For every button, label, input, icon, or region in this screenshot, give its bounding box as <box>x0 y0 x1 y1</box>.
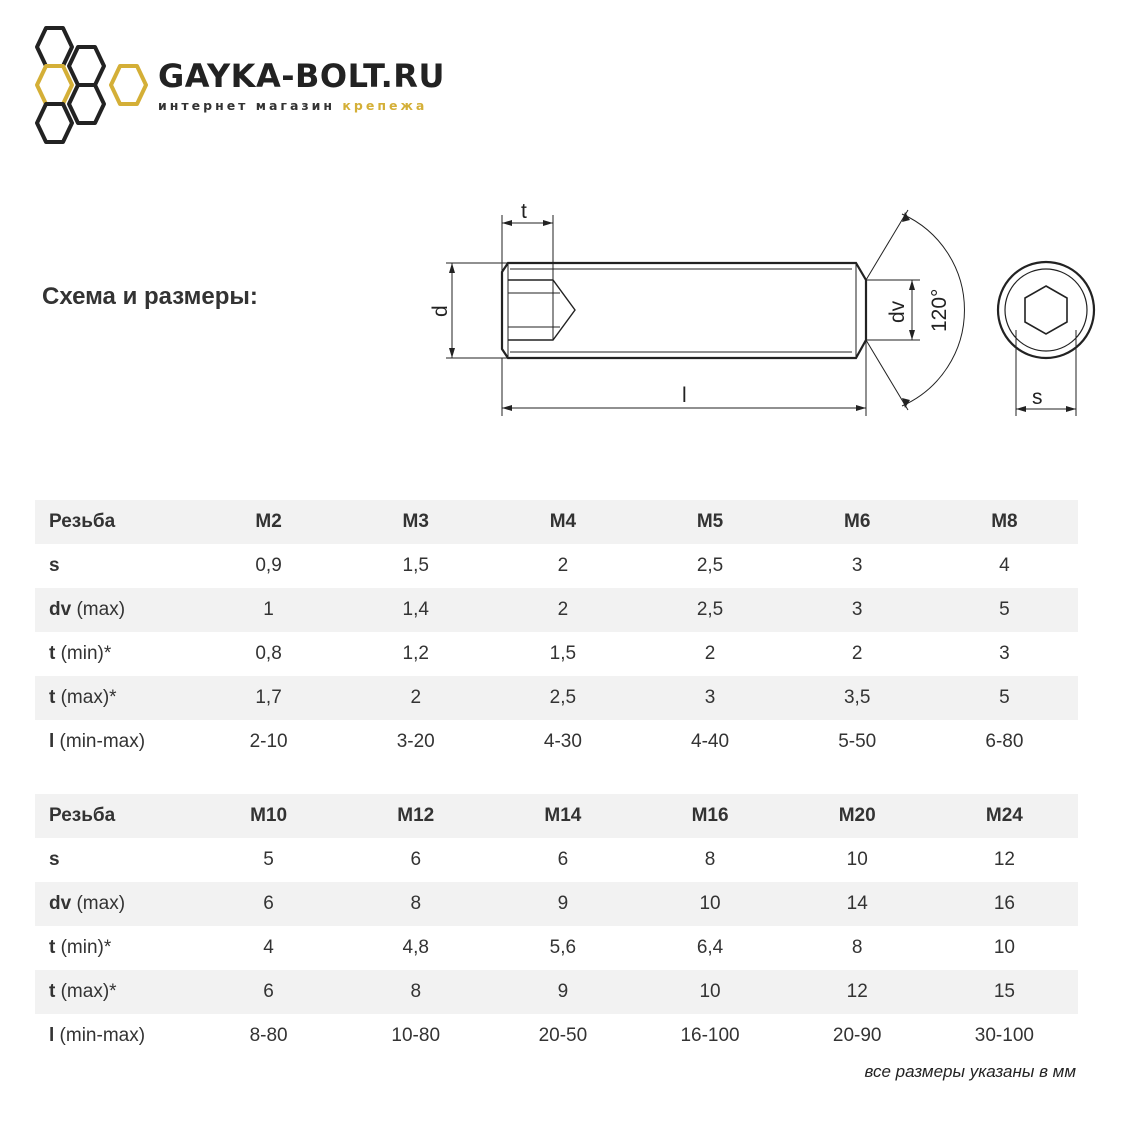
table-cell: 3-20 <box>396 731 435 752</box>
logo-hexagon <box>111 66 146 104</box>
table-row <box>35 720 1078 764</box>
row-label <box>35 882 195 926</box>
table-cell: 5-50 <box>838 731 877 752</box>
table-cell: 1 <box>263 599 274 620</box>
table-cell: 2,5 <box>549 687 577 708</box>
table-cell: 2 <box>704 643 716 664</box>
arrow-head <box>449 348 455 358</box>
logo-hexagon <box>37 28 72 66</box>
table-cell: 5 <box>999 599 1010 620</box>
table-cell: 3 <box>851 599 863 620</box>
label-d: d <box>429 305 452 317</box>
header-cell: M20 <box>838 805 876 826</box>
table-row <box>35 544 1078 588</box>
row-label <box>35 720 195 764</box>
param-qualifier: (max)* <box>55 981 117 1002</box>
table-cell: 2,5 <box>696 555 724 576</box>
table-cell: 2 <box>557 599 569 620</box>
header-cell: M12 <box>397 805 435 826</box>
extension-line <box>866 340 908 410</box>
param-qualifier: (max) <box>71 599 126 620</box>
table-cell: 14 <box>846 893 868 914</box>
table-cell: 10-80 <box>391 1025 441 1046</box>
row-label <box>35 676 195 720</box>
table-cell: 3 <box>704 687 716 708</box>
table-cell: 8 <box>410 981 422 1002</box>
label-s: s <box>1032 386 1043 409</box>
arrow-head <box>502 405 512 411</box>
table-cell: 2 <box>557 555 569 576</box>
table-cell: 9 <box>557 893 569 914</box>
header-cell: M2 <box>255 511 282 532</box>
logo-hexagon <box>69 85 104 123</box>
brand-tagline <box>158 98 445 113</box>
header-cell: M8 <box>991 511 1018 532</box>
header-cell-thread: Резьба <box>49 805 116 826</box>
table-row <box>35 632 1078 676</box>
logo-hexagon <box>37 104 72 142</box>
header-cell: M3 <box>402 511 429 532</box>
table-cell: 4,8 <box>402 937 429 958</box>
screw-body-outline <box>502 263 866 358</box>
table-cell: 3 <box>851 555 863 576</box>
header-cell: M16 <box>691 805 729 826</box>
row-label <box>35 838 195 882</box>
logo-hexagon <box>69 47 104 85</box>
table-cell: 10 <box>993 937 1015 958</box>
param-qualifier: (min)* <box>55 643 112 664</box>
end-view-inner-circle <box>1005 269 1087 351</box>
dimensions-table-m10-m24 <box>35 794 1078 1058</box>
dimensions-table-m2-m8 <box>35 500 1078 764</box>
table-cell: 6-80 <box>985 731 1024 752</box>
table-cell: 12 <box>846 981 868 1002</box>
param-symbol: l <box>49 731 55 752</box>
table-cell: 1,2 <box>402 643 429 664</box>
table-row <box>35 676 1078 720</box>
brand-tagline-accent: крепежа <box>342 98 428 113</box>
end-view-outer-circle <box>998 262 1094 358</box>
table-cell: 0,9 <box>255 555 282 576</box>
row-label <box>35 1014 195 1058</box>
table-cell: 3 <box>999 643 1010 664</box>
table-cell: 5,6 <box>549 937 577 958</box>
table-cell: 1,7 <box>255 687 282 708</box>
table-cell: 20-50 <box>538 1025 588 1046</box>
arrow-head <box>1016 406 1026 412</box>
param-symbol: t <box>49 937 56 958</box>
table-cell: 20-90 <box>832 1025 882 1046</box>
table-cell: 9 <box>557 981 569 1002</box>
row-label <box>35 970 195 1014</box>
table-row <box>35 588 1078 632</box>
table-cell: 1,5 <box>549 643 577 664</box>
param-symbol: s <box>49 555 60 576</box>
table-cell: 4-40 <box>691 731 730 752</box>
set-screw-drawing <box>420 190 1110 430</box>
table-row <box>35 970 1078 1014</box>
table-cell: 4 <box>263 937 274 958</box>
param-symbol: dv <box>49 893 72 914</box>
header-cell: M14 <box>544 805 582 826</box>
table-cell: 2,5 <box>696 599 724 620</box>
param-qualifier: (max)* <box>55 687 117 708</box>
table-cell: 6 <box>557 849 569 870</box>
brand-name-main: GAYKA-BOLT <box>158 57 381 95</box>
section-title: Схема и размеры: <box>42 283 258 310</box>
table-cell: 12 <box>993 849 1015 870</box>
extension-line <box>866 210 908 280</box>
label-t: t <box>521 200 527 223</box>
arrow-head <box>856 405 866 411</box>
table-cell: 16-100 <box>680 1025 740 1046</box>
arrow-head <box>909 280 915 290</box>
row-label <box>35 588 195 632</box>
table-cell: 1,4 <box>402 599 429 620</box>
table-cell: 8 <box>704 849 716 870</box>
table-cell: 15 <box>993 981 1015 1002</box>
brand-name <box>158 57 445 95</box>
end-view-hex-socket <box>1025 286 1067 334</box>
label-dv: dv <box>886 300 909 323</box>
table-row <box>35 926 1078 970</box>
table-cell: 2 <box>851 643 863 664</box>
table-cell: 3,5 <box>843 687 871 708</box>
logo-hexagon <box>37 66 72 104</box>
brand-tagline-main: интернет магазин <box>158 98 336 113</box>
brand-name-tld: .RU <box>380 57 445 95</box>
table-cell: 8-80 <box>249 1025 288 1046</box>
table-cell: 10 <box>846 849 868 870</box>
label-l: l <box>682 384 687 407</box>
table-cell: 5 <box>263 849 274 870</box>
row-label <box>35 632 195 676</box>
param-symbol: t <box>49 981 56 1002</box>
table-cell: 2-10 <box>249 731 288 752</box>
arrow-head <box>449 263 455 273</box>
table-cell: 4 <box>999 555 1010 576</box>
param-symbol: l <box>49 1025 55 1046</box>
table-row <box>35 1014 1078 1058</box>
table-row <box>35 882 1078 926</box>
table-cell: 6 <box>263 893 274 914</box>
header-cell: M10 <box>250 805 288 826</box>
logo-hexagon-cluster <box>20 22 160 167</box>
param-symbol: t <box>49 643 56 664</box>
header-cell: M4 <box>549 511 577 532</box>
table-cell: 10 <box>699 981 721 1002</box>
table-cell: 6,4 <box>696 937 724 958</box>
table-row <box>35 838 1078 882</box>
row-label <box>35 544 195 588</box>
param-qualifier: (min-max) <box>54 731 146 752</box>
param-symbol: s <box>49 849 60 870</box>
header-cell: M5 <box>696 511 724 532</box>
table-cell: 0,8 <box>255 643 282 664</box>
table-cell: 8 <box>410 893 422 914</box>
table-header-row <box>35 500 1078 544</box>
label-angle: 120° <box>928 288 951 332</box>
brand-logo <box>158 57 445 113</box>
units-note: все размеры указаны в мм <box>864 1062 1076 1081</box>
header-cell: M24 <box>985 805 1023 826</box>
arrow-head <box>1066 406 1076 412</box>
table-cell: 6 <box>410 849 422 870</box>
table-cell: 30-100 <box>974 1025 1034 1046</box>
param-symbol: dv <box>49 599 72 620</box>
row-label <box>35 926 195 970</box>
header-cell-thread: Резьба <box>49 511 116 532</box>
arrow-head <box>909 330 915 340</box>
table-cell: 6 <box>263 981 274 1002</box>
param-qualifier: (max) <box>71 893 126 914</box>
table-cell: 1,5 <box>402 555 429 576</box>
table-cell: 5 <box>999 687 1010 708</box>
table-header-row <box>35 794 1078 838</box>
table-cell: 16 <box>993 893 1015 914</box>
hex-socket-section <box>508 280 575 340</box>
table-cell: 10 <box>699 893 721 914</box>
table-cell: 4-30 <box>543 731 582 752</box>
param-symbol: t <box>49 687 56 708</box>
arrow-head <box>502 220 512 226</box>
table-cell: 2 <box>410 687 422 708</box>
arrow-head <box>543 220 553 226</box>
header-cell: M6 <box>844 511 871 532</box>
table-cell: 8 <box>851 937 863 958</box>
param-qualifier: (min)* <box>55 937 112 958</box>
param-qualifier: (min-max) <box>54 1025 146 1046</box>
